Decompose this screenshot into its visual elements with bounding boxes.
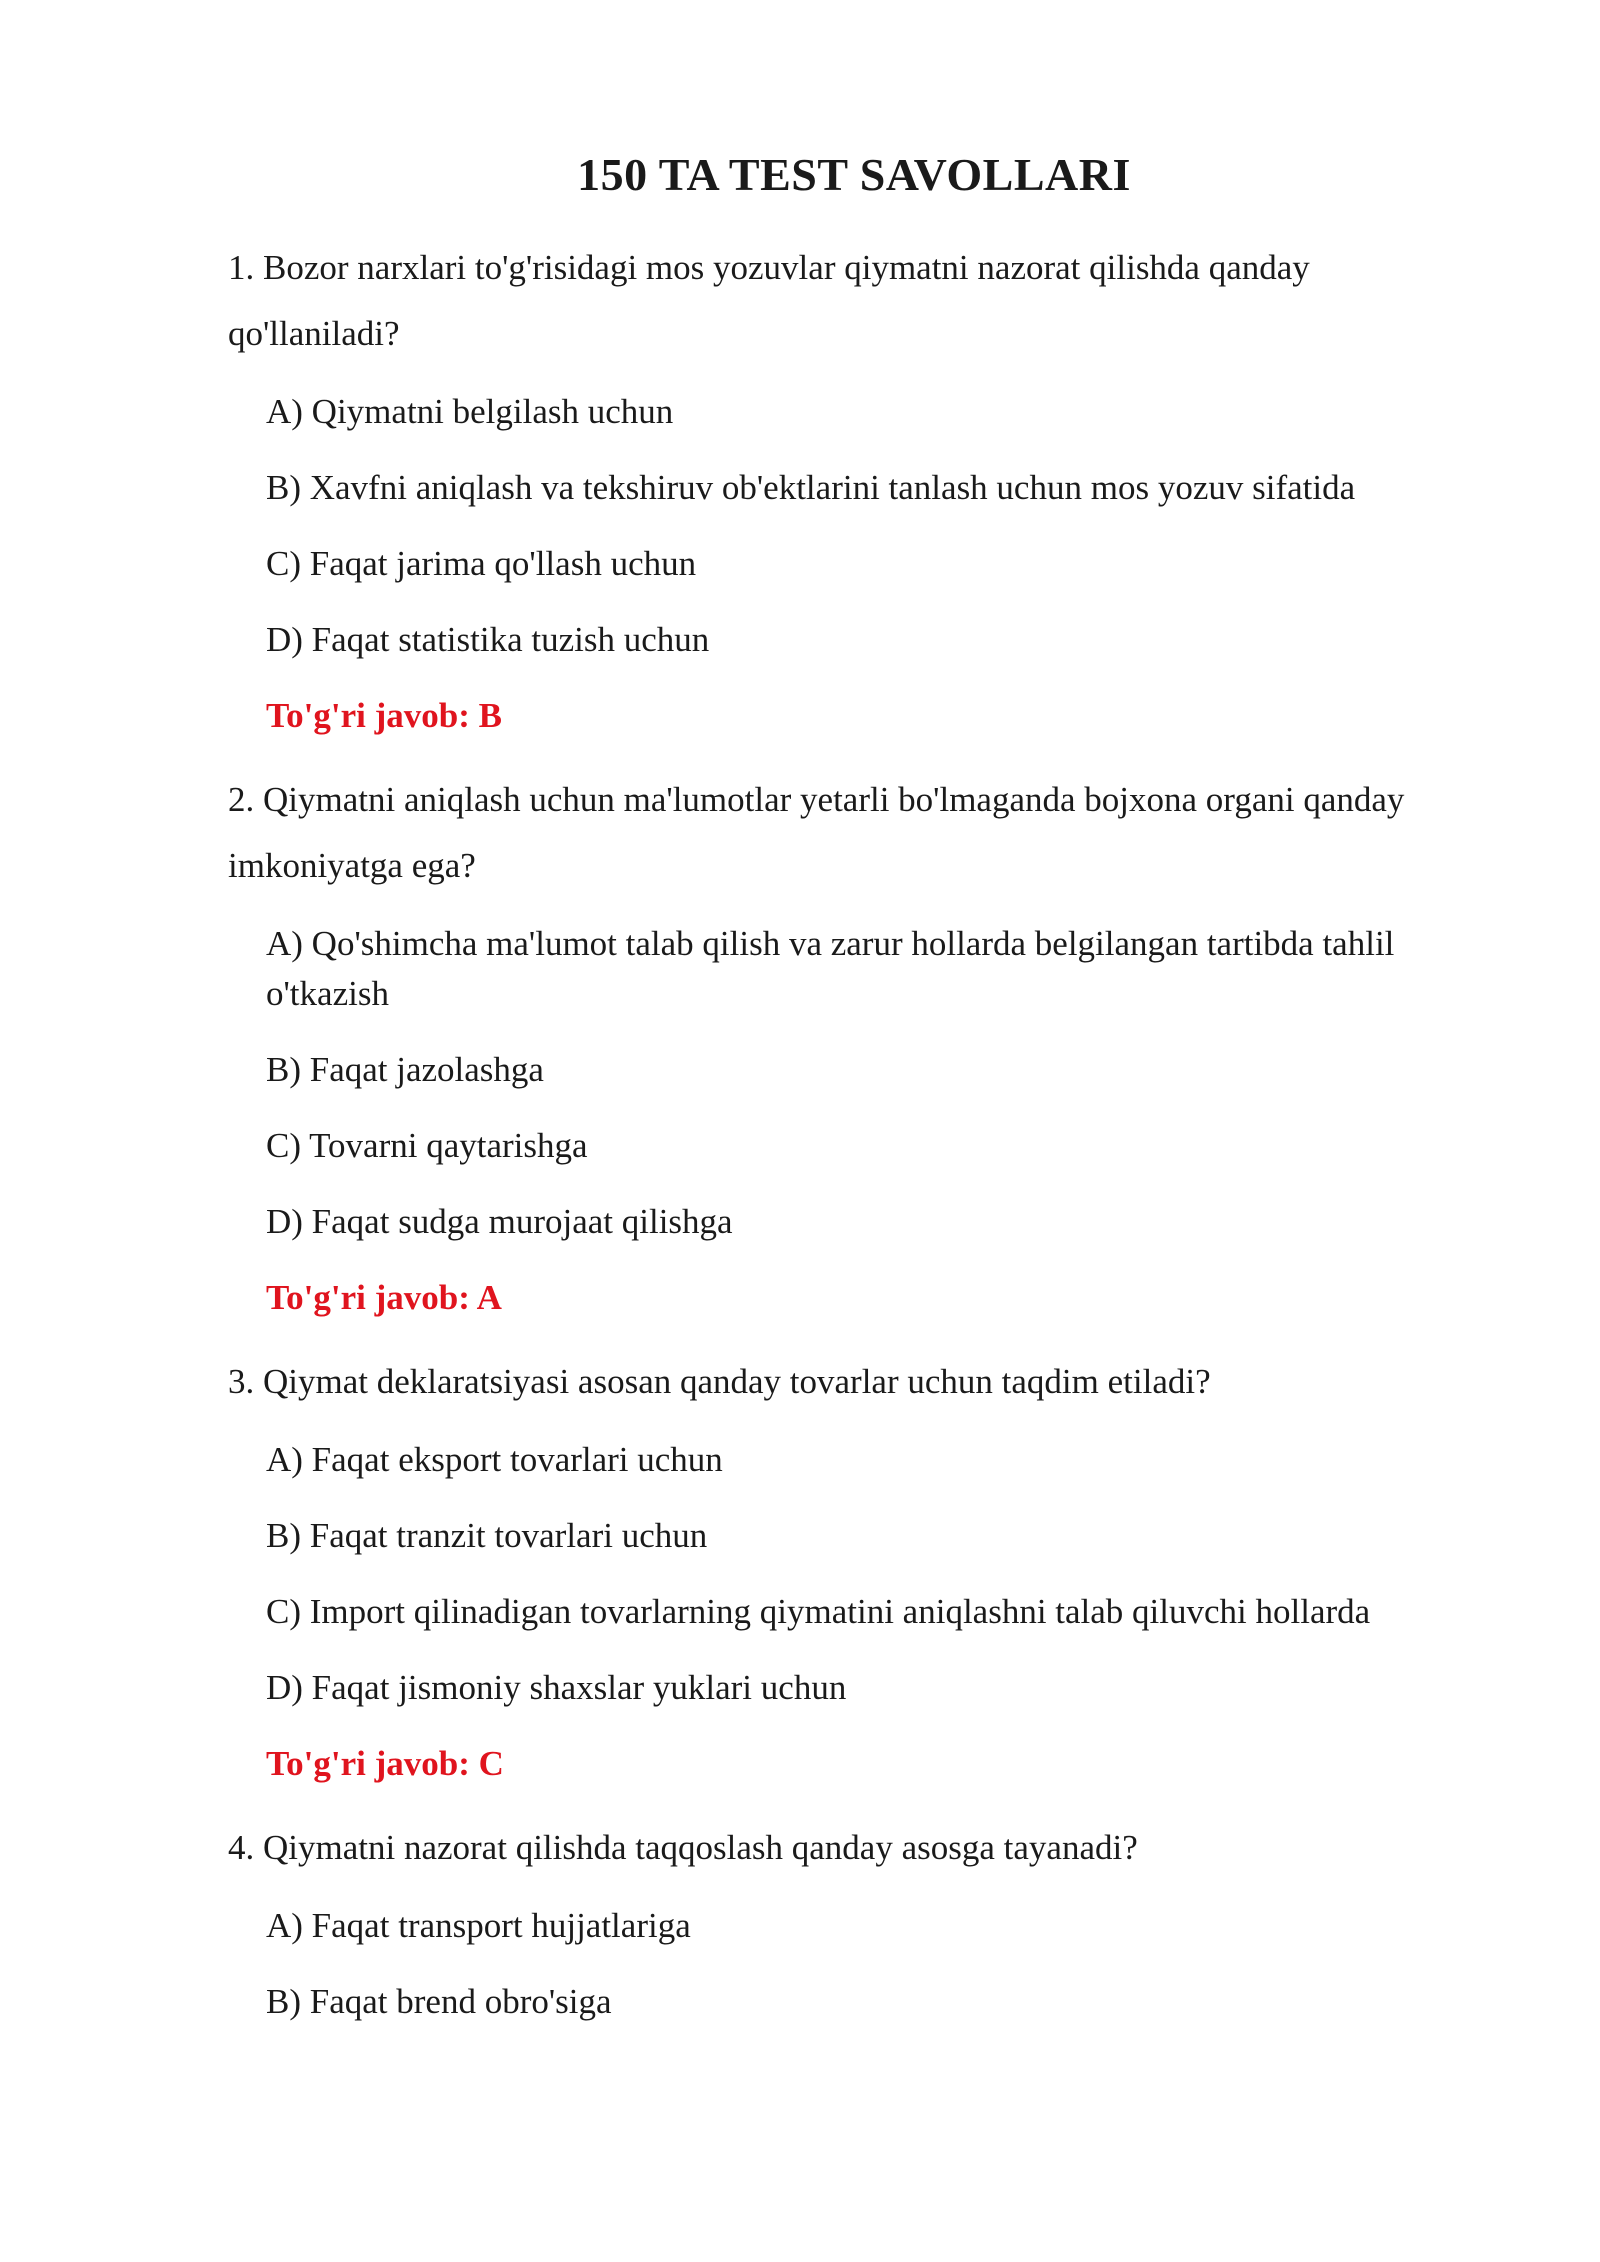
question-2-answer: To'g'ri javob: A bbox=[266, 1278, 502, 1317]
question-4-option-b: B) Faqat brend obro'siga bbox=[266, 1982, 612, 2021]
question-3-option-b: B) Faqat tranzit tovarlari uchun bbox=[266, 1516, 708, 1555]
question-2-option-a: A) Qo'shimcha ma'lumot talab qilish va zarur hollarda belgilangan tartibda tahlil o'tkazish bbox=[266, 924, 1395, 1013]
question-1-option-b: B) Xavfni aniqlash va tekshiruv ob'ektlarini tanlash uchun mos yozuv sifatida bbox=[266, 468, 1356, 507]
question-1-answer: To'g'ri javob: B bbox=[266, 696, 502, 735]
question-2: 2. Qiymatni aniqlash uchun ma'lumotlar yetarli bo'lmaganda bojxona organi qanday imkoniyatga ega? bbox=[228, 780, 1405, 885]
question-4: 4. Qiymatni nazorat qilishda taqqoslash qanday asosga tayanadi? bbox=[228, 1828, 1138, 1867]
question-3-option-a: A) Faqat eksport tovarlari uchun bbox=[266, 1440, 723, 1479]
question-2-option-c: C) Tovarni qaytarishga bbox=[266, 1126, 588, 1165]
question-3: 3. Qiymat deklaratsiyasi asosan qanday tovarlar uchun taqdim etiladi? bbox=[228, 1362, 1211, 1401]
question-1-option-d: D) Faqat statistika tuzish uchun bbox=[266, 620, 710, 659]
question-2-option-d: D) Faqat sudga murojaat qilishga bbox=[266, 1202, 733, 1241]
page-title: 150 TA TEST SAVOLLARI bbox=[577, 149, 1131, 200]
question-3-option-c: C) Import qilinadigan tovarlarning qiymatini aniqlashni talab qiluvchi hollarda bbox=[266, 1592, 1371, 1631]
question-1-option-c: C) Faqat jarima qo'llash uchun bbox=[266, 544, 697, 583]
question-4-option-a: A) Faqat transport hujjatlariga bbox=[266, 1906, 691, 1945]
question-1-option-a: A) Qiymatni belgilash uchun bbox=[266, 392, 674, 431]
question-1: 1. Bozor narxlari to'g'risidagi mos yozuvlar qiymatni nazorat qilishda qanday qo'llaniladi? bbox=[228, 248, 1310, 353]
question-2-option-b: B) Faqat jazolashga bbox=[266, 1050, 544, 1089]
question-3-option-d: D) Faqat jismoniy shaxslar yuklari uchun bbox=[266, 1668, 847, 1707]
question-3-answer: To'g'ri javob: C bbox=[266, 1744, 504, 1783]
